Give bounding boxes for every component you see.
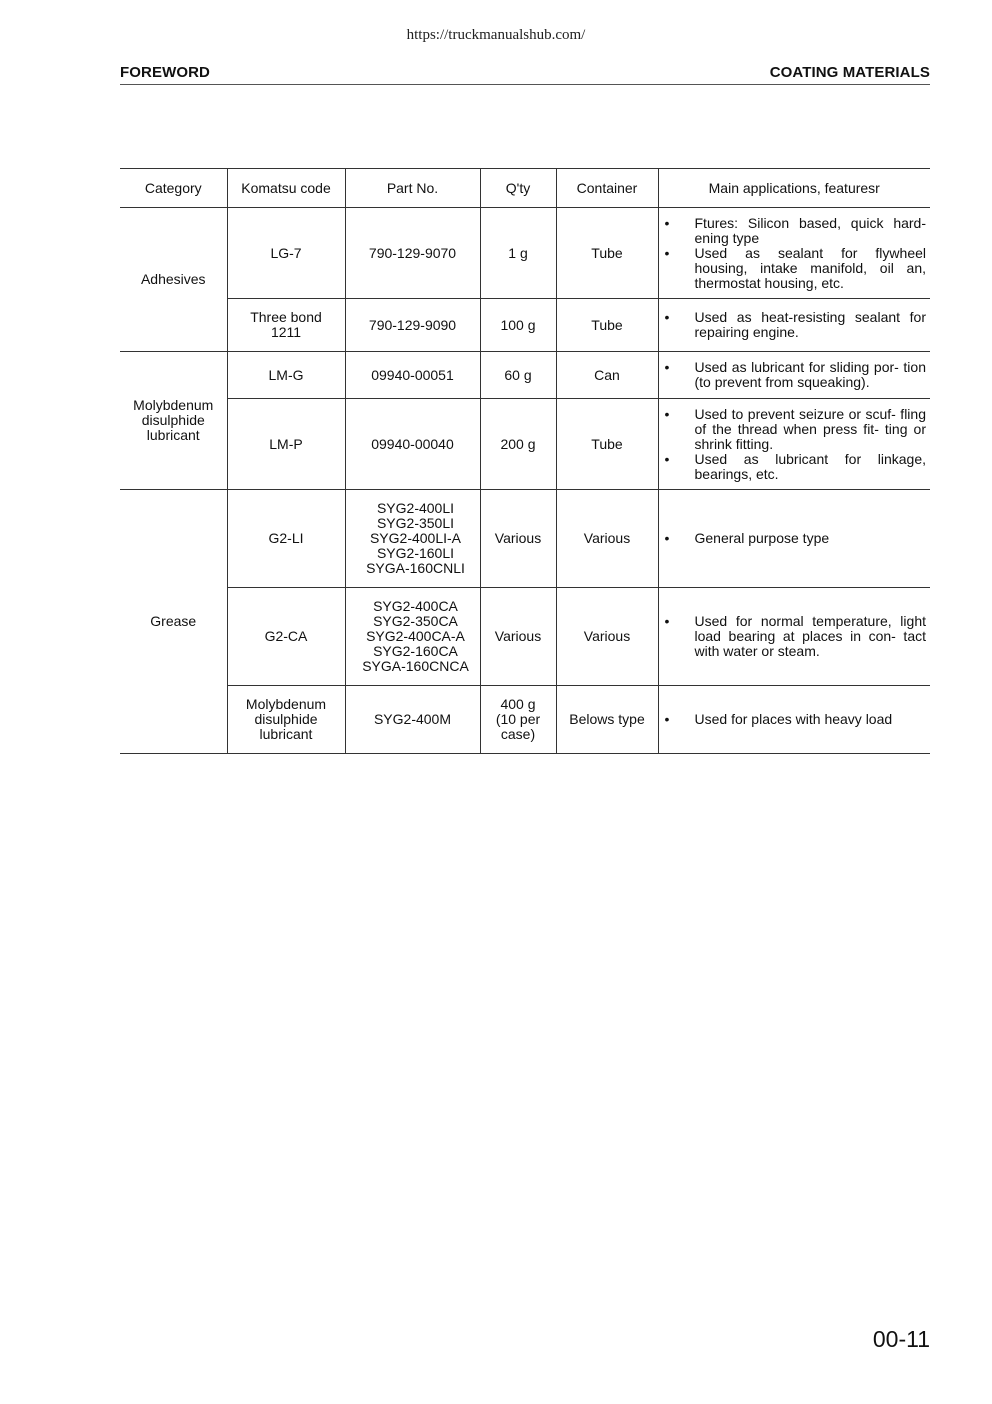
features-cell: [658, 588, 930, 686]
part-no-line: SYG2-350LI: [376, 515, 455, 531]
container-cell: Tube: [556, 299, 658, 352]
col-header-part-no: Part No.: [345, 169, 480, 208]
qty-cell: [480, 686, 556, 754]
komatsu-code-cell: [227, 490, 345, 588]
part-no-line: SYG2-350CA: [373, 613, 458, 629]
qty-cell: [480, 299, 556, 352]
qty-cell: [480, 490, 556, 588]
coating-materials-table: [120, 168, 930, 754]
qty-cell: [480, 208, 556, 299]
feature-item: • Used as lubricant for linkage, bearings, etc.: [663, 452, 927, 482]
feature-item: • Used for normal temperature, light load bearing at places in con- tact with water or steam.: [663, 614, 927, 659]
col-header-qty: Q'ty: [480, 169, 556, 208]
qty: Various: [494, 628, 542, 644]
feature-item: • Used as sealant for flywheel housing, intake manifold, oil an, thermostat housing, etc.: [663, 246, 927, 291]
qty-cell: [480, 352, 556, 399]
qty: 60 g: [504, 366, 532, 383]
container-cell: Various: [556, 490, 658, 588]
features-cell: [658, 208, 930, 299]
chapter-title: COATING MATERIALS: [769, 64, 930, 81]
features-cell: [658, 686, 930, 754]
part-no-cell: [345, 352, 480, 399]
table-row: [120, 588, 930, 686]
container-cell: Tube: [556, 208, 658, 299]
col-header-container: Container: [556, 169, 658, 208]
qty: 1 g: [508, 244, 528, 261]
komatsu-code-line: lubricant: [259, 726, 313, 742]
feature-item: • Used as heat-resisting sealant for repairing engine.: [663, 310, 927, 340]
table-row: [120, 490, 930, 588]
part-no-line: SYG2-400LI: [376, 500, 455, 516]
page-number: 00-11: [872, 1326, 930, 1352]
part-no: 790-129-9090: [368, 316, 457, 333]
features-cell: [658, 399, 930, 490]
part-no-cell: [345, 299, 480, 352]
category-label: Adhesives: [140, 271, 206, 287]
part-no-line: SYG2-160CA: [373, 643, 458, 659]
qty-line: (10 per: [495, 711, 541, 727]
qty-line: case): [500, 726, 536, 742]
komatsu-code-cell: [227, 588, 345, 686]
feature-item: • Ftures: Silicon based, quick hard- ening type: [663, 216, 927, 246]
feature-item: • Used to prevent seizure or scuf- fling of the thread when press fit- ting or shrink fitting.: [663, 407, 927, 452]
category-label-line: Molybdenum: [133, 397, 214, 413]
header-rule: [120, 84, 930, 85]
table-row: [120, 686, 930, 754]
col-header-main-applications: Main applications, featuresr: [658, 169, 930, 208]
table-header-row: [120, 169, 930, 208]
part-no-cell: [345, 588, 480, 686]
komatsu-code-cell: [227, 399, 345, 490]
qty: Various: [494, 530, 542, 546]
table-row: [120, 399, 930, 490]
qty: 100 g: [500, 316, 536, 333]
feature-item: • Used for places with heavy load: [663, 712, 927, 727]
category-label-line: lubricant: [146, 427, 200, 443]
qty-cell: [480, 588, 556, 686]
part-no-cell: [345, 399, 480, 490]
part-no: 790-129-9070: [368, 244, 457, 261]
komatsu-code-cell: [227, 299, 345, 352]
komatsu-code-cell: [227, 352, 345, 399]
category-cell: [120, 490, 227, 754]
komatsu-code: LM-P: [269, 435, 303, 452]
qty-cell: [480, 399, 556, 490]
category-label-line: disulphide: [141, 412, 205, 428]
features-cell: [658, 490, 930, 588]
komatsu-code: LG-7: [270, 244, 302, 261]
features-cell: [658, 352, 930, 399]
part-no-line: SYG2-400LI-A: [369, 530, 462, 546]
part-no: SYG2-400M: [373, 711, 452, 727]
category-label: Grease: [150, 613, 197, 629]
part-no-line: SYGA-160CNCA: [362, 658, 469, 674]
part-no-line: SYG2-400CA: [373, 598, 458, 614]
feature-item: • General purpose type: [663, 531, 927, 546]
table-row: [120, 299, 930, 352]
komatsu-code-line: Molybdenum: [245, 696, 327, 712]
section-title: FOREWORD: [120, 64, 210, 81]
features-cell: [658, 299, 930, 352]
part-no: 09940-00040: [371, 435, 454, 452]
qty-line: 400 g: [500, 696, 536, 712]
komatsu-code-line: 1211: [270, 324, 302, 340]
komatsu-code-cell: [227, 208, 345, 299]
part-no-line: SYGA-160CNLI: [366, 560, 465, 576]
komatsu-code: G2-CA: [264, 628, 308, 644]
part-no-cell: [345, 490, 480, 588]
container-cell: Various: [556, 588, 658, 686]
container-cell: Belows type: [556, 686, 658, 754]
komatsu-code-cell: [227, 686, 345, 754]
part-no-cell: [345, 208, 480, 299]
komatsu-code-line: Three bond: [250, 309, 322, 325]
category-cell: [120, 208, 227, 352]
part-no: 09940-00051: [371, 366, 454, 383]
part-no-cell: [345, 686, 480, 754]
container-cell: Tube: [556, 399, 658, 490]
part-no-line: SYG2-400CA-A: [366, 628, 465, 644]
komatsu-code: LM-G: [268, 366, 304, 383]
part-no-line: SYG2-160LI: [376, 545, 455, 561]
table-row: [120, 352, 930, 399]
col-header-category: Category: [120, 169, 227, 208]
table-row: [120, 208, 930, 299]
source-url[interactable]: https://truckmanualshub.com/: [406, 27, 586, 43]
container-cell: Can: [556, 352, 658, 399]
col-header-komatsu-code: Komatsu code: [227, 169, 345, 208]
qty: 200 g: [500, 435, 536, 452]
feature-item: • Used as lubricant for sliding por- tion (to prevent from squeaking).: [663, 360, 927, 390]
komatsu-code-line: disulphide: [254, 711, 318, 727]
category-cell: [120, 352, 227, 490]
komatsu-code: G2-LI: [268, 530, 304, 546]
